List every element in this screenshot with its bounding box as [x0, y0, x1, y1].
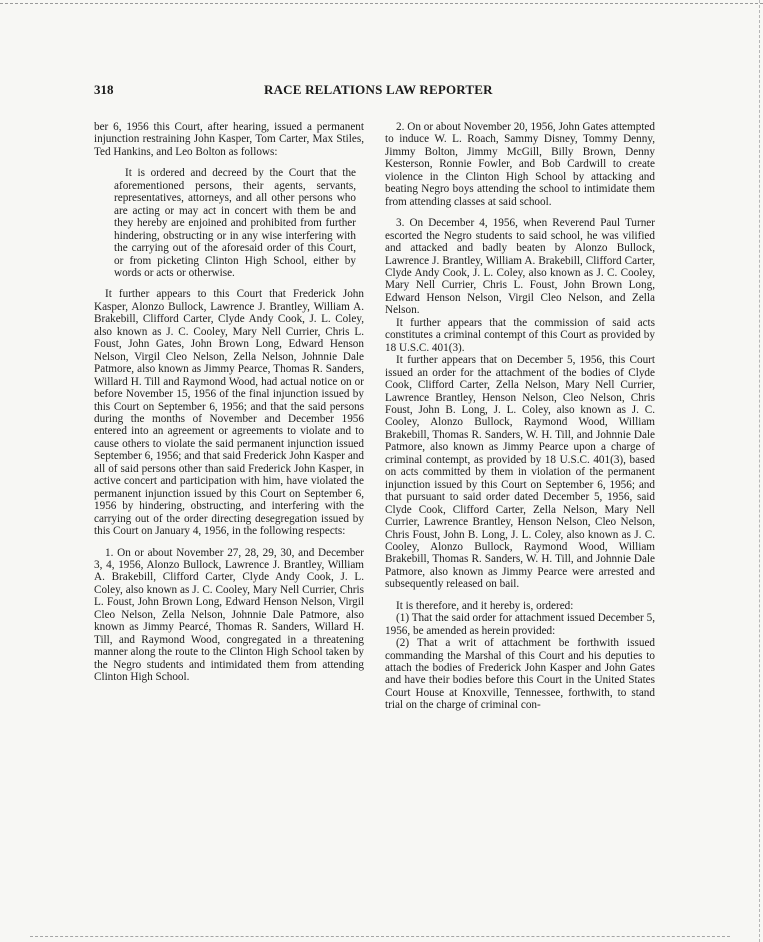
- paragraph: It further appears that the commission of said acts constitutes a criminal contempt of this Court as provided by 18 U.S.C. 401(3).: [385, 316, 655, 354]
- right-column: [385, 121, 655, 712]
- paragraph: ber 6, 1956 this Court, after hearing, issued a permanent injunction restraining John Kasper, Tom Carter, Max Stiles, Ted Hankins, and Leo Bolton as follows:: [94, 121, 364, 158]
- running-head: RACE RELATIONS LAW REPORTER: [264, 82, 493, 97]
- paragraph: 1. On or about November 27, 28, 29, 30, and December 3, 4, 1956, Alonzo Bullock, Lawrence J. Brantley, William A. Brakebill, Clifford Carter, Clyde Andy Cook, J. L. Coley, also known as J. C. Cooley, Mary Nell Currier, Chris L. Foust, John Brown Long, Edward Henson Nelson, Virgil Cleo Nelson, Zella Nelson, Johnnie Dale Patmore, also known as Jimmy Pearcé, Thomas R. Sanders, Willard H. Till, and Raymond Wood, congregated in a threatening manner along the route to the Clinton High School taken by the Negro students and intimidated them from attending Clinton High School.: [94, 546, 364, 684]
- paragraph: It is therefore, and it hereby is, ordered:: [396, 599, 574, 612]
- page-bottom-edge: [30, 936, 730, 937]
- page-header: [94, 82, 654, 98]
- paragraph: It further appears that on December 5, 1956, this Court issued an order for the attachment of the bodies of Clyde Cook, Clifford Carter, Zella Nelson, Mary Nell Currier, Lawrence Brantley, Henson Nelson, Cleo Nelson, Chris Foust, John B. Long, J. L. Coley, also known as J. C. Cooley, Alonzo Bullock, Raymond Wood, William Brakebill, Thomas R. Sanders, W. H. Till, and Johnnie Dale Patmore, also known as Jimmy Pearce upon a charge of criminal contempt, as provided by 18 U.S.C. 401(3), based on acts committed by them in violation of the permanent injunction issued by this Court on September 6, 1956; and that pursuant to said order dated December 5, 1956, said Clyde Cook, Clifford Carter, Zella Nelson, Mary Nell Currier, Lawrence Brantley, Henson Nelson, Cleo Nelson, Chris Foust, John B. Long, J. L. Coley, also known as J. C. Cooley, Alonzo Bullock, Raymond Wood, William Brakebill, Thomas R. Sanders, W. H. Till, and Johnnie Dale Patmore, also known as Jimmy Pearce were arrested and subsequently released on bail.: [385, 354, 655, 591]
- paragraph: It further appears to this Court that Frederick John Kasper, Alonzo Bullock, Lawrence J. Brantley, William A. Brakebill, Clifford Carter, Clyde Andy Cook, J. L. Coley, also known as J. C. Cooley, Mary Nell Currier, Chris L. Foust, John Gates, John Brown Long, Edward Henson Nelson, Virgil Cleo Nelson, Zella Nelson, Johnnie Dale Patmore, also known as Jimmy Pearce, Thomas R. Sanders, Willard H. Till and Raymond Wood, had actual notice on or before November 15, 1956 of the final injunction issued by this Court on September 6, 1956; and that the said persons during the months of November and December 1956 entered into an agreement or agreements to violate and to cause others to violate the said permanent injunction issued September 6, 1956; and that said Frederick John Kasper and all of said persons other than said Frederick John Kasper, in active concert and participation with him, have violated the permanent injunction issued by this Court on September 6, 1956 by hindering, obstructing, and interfering with the carrying out of the order directing desegregation issued by this Court on January 4, 1956, in the following respects:: [94, 288, 364, 538]
- left-column: [94, 121, 364, 692]
- paragraph: 2. On or about November 20, 1956, John Gates attempted to induce W. L. Roach, Sammy Disney, Tommy Denny, Jimmy Bolton, Jimmy McGill, Billy Brown, Denny Kesterson, Ronnie Fowler, and Bob Cardwill to create violence in the Clinton High School by attacking and beating Negro boys attending the school to intimidate them from attending classes at said school.: [385, 121, 655, 208]
- paragraph: 3. On December 4, 1956, when Reverend Paul Turner escorted the Negro students to said school, he was vilified and attacked and badly beaten by Alonzo Bullock, Lawrence J. Brantley, William A. Brakebill, Clifford Carter, Clyde Andy Cook, J. L. Coley, also known as J. C. Cooley, Mary Nell Currier, Chris L. Foust, John Brown Long, Edward Henson Nelson, Virgil Cleo Nelson, and Zella Nelson.: [385, 217, 655, 317]
- page-top-edge: [0, 3, 763, 4]
- page-number: 318: [94, 82, 114, 97]
- paragraph: (1) That the said order for attachment issued December 5, 1956, be amended as herein provided:: [385, 612, 655, 637]
- page-right-edge: [759, 0, 760, 942]
- block-quote: It is ordered and decreed by the Court that the aforementioned persons, their agents, servants, representatives, attorneys, and all other persons who are acting or may act in concert with them be and they hereby are enjoined and prohibited from further hindering, obstructing or in any wise interfering with the carrying out of the aforesaid order of this Court, or from picketing Clinton High School, either by words or acts or otherwise.: [114, 167, 356, 279]
- paragraph: (2) That a writ of attachment be forthwith issued commanding the Marshal of this Court and his deputies to attach the bodies of Frederick John Kasper and John Gates and have their bodies before this Court in the United States Court House at Knoxville, Tennessee, forthwith, to stand trial on the charge of criminal con-: [385, 637, 655, 712]
